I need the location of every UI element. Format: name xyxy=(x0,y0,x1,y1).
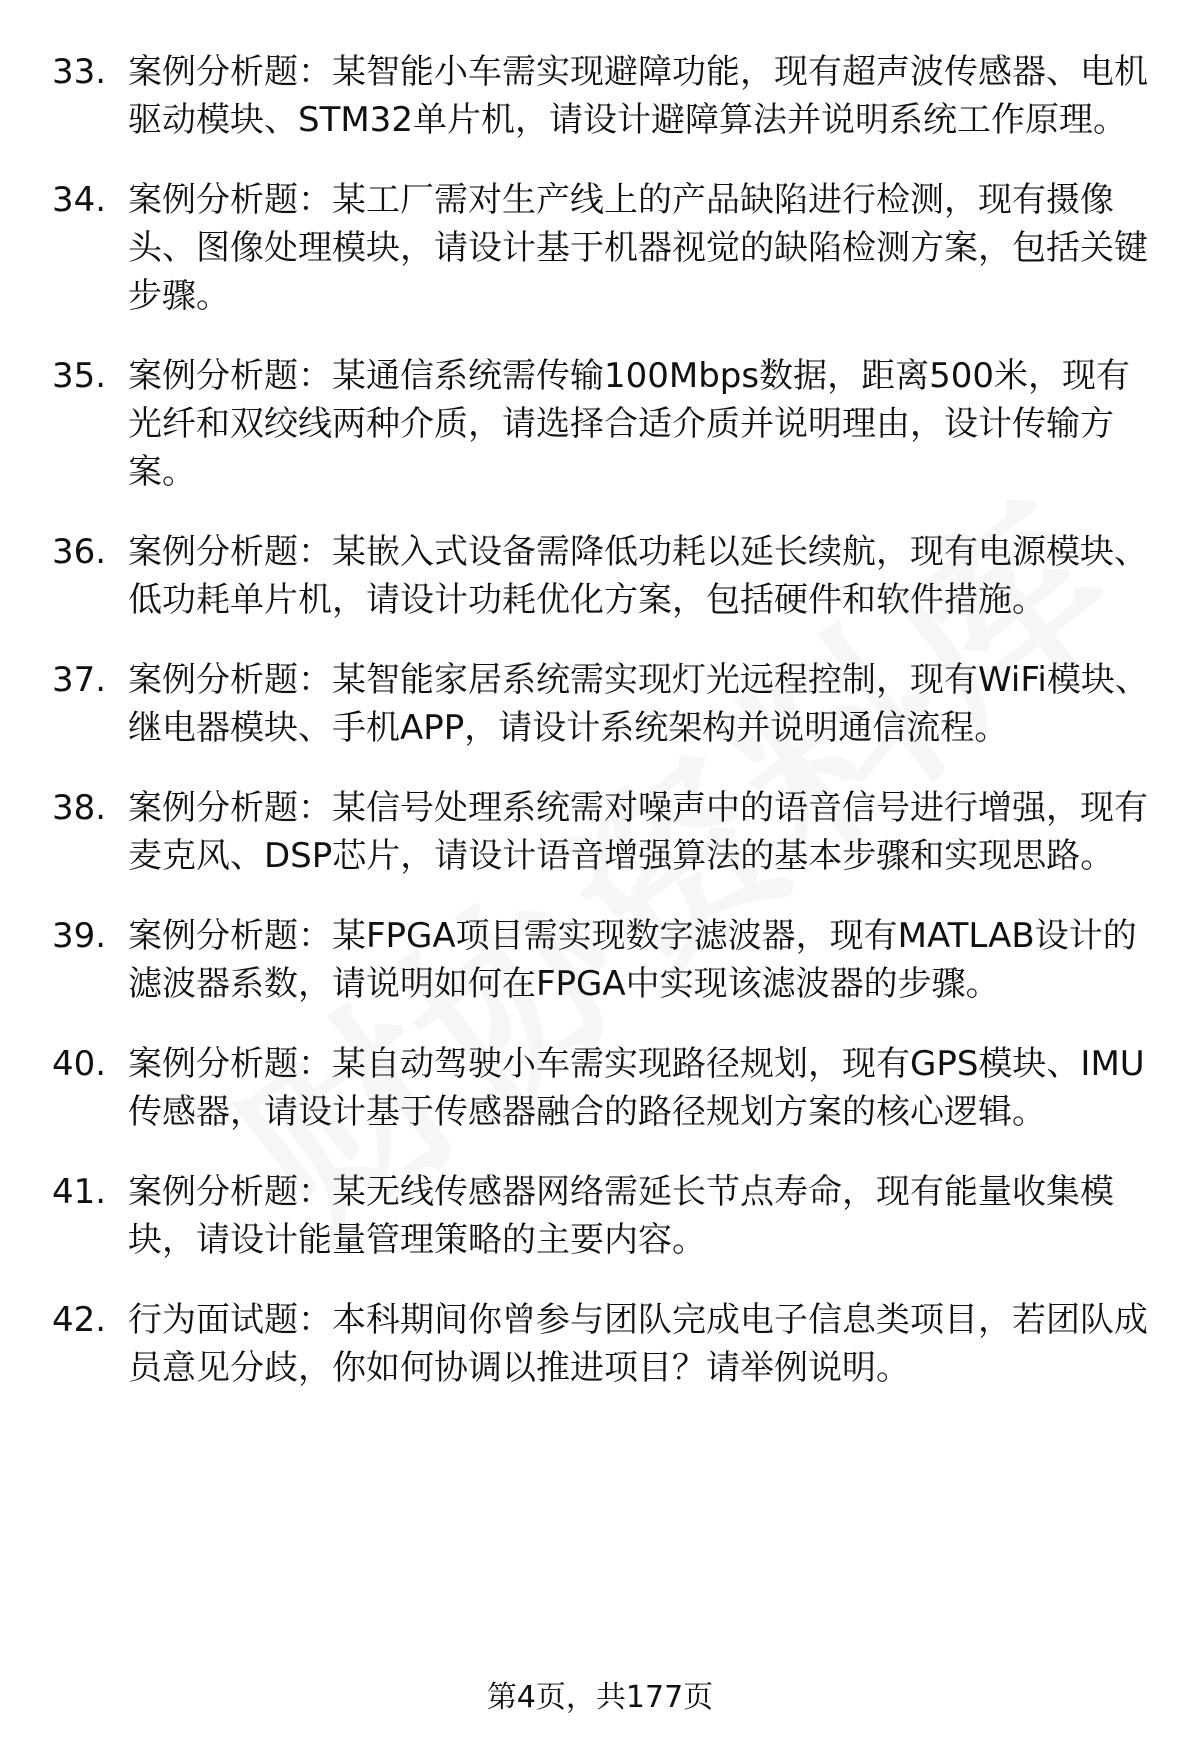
question-number: 38. xyxy=(52,788,107,828)
page-footer xyxy=(0,1678,1200,1718)
question-number: 37. xyxy=(52,660,107,700)
question-text: 案例分析题：某智能小车需实现避障功能，现有超声波传感器、电机驱动模块、STM32单片机，请设计避障算法并说明系统工作原理。 xyxy=(128,52,1148,140)
question-item xyxy=(0,1296,1200,1392)
question-item xyxy=(0,1040,1200,1136)
page-number-text: 第4页，共177页 xyxy=(486,1680,714,1715)
question-text: 案例分析题：某通信系统需传输100Mbps数据，距离500米，现有光纤和双绞线两种介质，请选择合适介质并说明理由，设计传输方案。 xyxy=(128,356,1131,492)
question-item xyxy=(0,1168,1200,1264)
question-list xyxy=(0,48,1200,1424)
question-number: 36. xyxy=(52,532,107,572)
question-number: 35. xyxy=(52,356,107,396)
question-number: 33. xyxy=(52,52,107,92)
question-text: 案例分析题：某嵌入式设备需降低功耗以延长续航，现有电源模块、低功耗单片机，请设计功耗优化方案，包括硬件和软件措施。 xyxy=(128,532,1148,620)
question-number: 42. xyxy=(52,1300,107,1340)
question-item xyxy=(0,656,1200,752)
question-item xyxy=(0,352,1200,496)
question-number: 34. xyxy=(52,180,107,220)
question-text: 案例分析题：某工厂需对生产线上的产品缺陷进行检测，现有摄像头、图像处理模块，请设计基于机器视觉的缺陷检测方案，包括关键步骤。 xyxy=(128,180,1148,316)
question-text: 行为面试题：本科期间你曾参与团队完成电子信息类项目，若团队成员意见分歧，你如何协调以推进项目？请举例说明。 xyxy=(128,1300,1148,1388)
question-text: 案例分析题：某信号处理系统需对噪声中的语音信号进行增强，现有麦克风、DSP芯片，请设计语音增强算法的基本步骤和实现思路。 xyxy=(128,788,1148,876)
question-item xyxy=(0,528,1200,624)
question-item xyxy=(0,48,1200,144)
question-item xyxy=(0,912,1200,1008)
question-text: 案例分析题：某自动驾驶小车需实现路径规划，现有GPS模块、IMU传感器，请设计基于传感器融合的路径规划方案的核心逻辑。 xyxy=(128,1044,1145,1132)
question-text: 案例分析题：某无线传感器网络需延长节点寿命，现有能量收集模块，请设计能量管理策略的主要内容。 xyxy=(128,1172,1114,1260)
question-text: 案例分析题：某智能家居系统需实现灯光远程控制，现有WiFi模块、继电器模块、手机APP，请设计系统架构并说明通信流程。 xyxy=(128,660,1149,748)
question-item xyxy=(0,176,1200,320)
question-number: 39. xyxy=(52,916,107,956)
question-number: 41. xyxy=(52,1172,107,1212)
question-item xyxy=(0,784,1200,880)
question-number: 40. xyxy=(52,1044,107,1084)
question-text: 案例分析题：某FPGA项目需实现数字滤波器，现有MATLAB设计的滤波器系数，请说明如何在FPGA中实现该滤波器的步骤。 xyxy=(128,916,1137,1004)
